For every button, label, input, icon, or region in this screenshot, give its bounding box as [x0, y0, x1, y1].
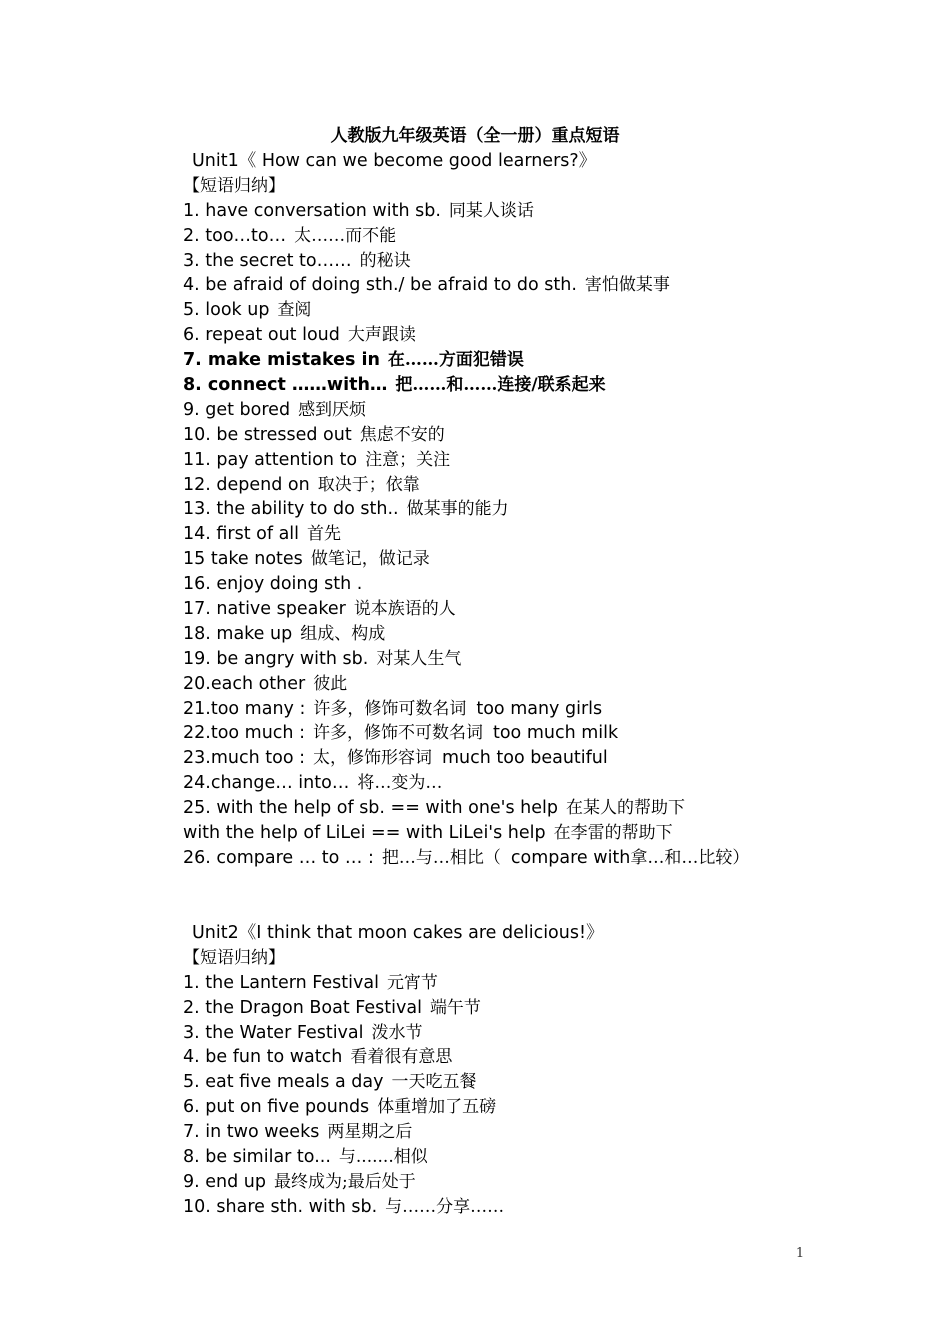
phrase-item [183, 771, 883, 796]
phrase-english: 5. eat five meals a day [183, 1072, 384, 1093]
unit1-heading: Unit1《 How can we become good learners?》 [192, 151, 597, 171]
phrase-english: too many girls [476, 698, 603, 719]
phrase-item [183, 448, 883, 473]
phrase-english: 19. be angry with sb. [183, 648, 369, 669]
phrase-english: 4. be fun to watch [183, 1047, 343, 1068]
phrase-chinese: 取决于；依靠 [317, 474, 420, 495]
phrase-english: 21.too many : [183, 698, 306, 719]
phrase-english: 1. have conversation with sb. [183, 200, 441, 221]
phrase-english: 12. depend on [183, 474, 310, 495]
phrase-chinese: 许多，修饰不可数名词 [312, 723, 483, 744]
unit1-section [183, 149, 883, 871]
phrase-chinese: 两星期之后 [327, 1122, 413, 1143]
phrase-item [183, 373, 883, 398]
phrase-item [183, 846, 883, 871]
phrase-item [183, 398, 883, 423]
phrase-chinese: 太，修饰形容词 [312, 748, 432, 769]
phrase-english: 23.much too : [183, 748, 305, 769]
phrase-chinese: 同某人谈话 [448, 200, 534, 221]
phrase-english: 3. the secret to…… [183, 250, 352, 271]
phrase-chinese: 的秘诀 [359, 250, 411, 271]
phrase-item [183, 1021, 883, 1046]
phrase-english: 6. put on five pounds [183, 1097, 370, 1118]
phrase-chinese: 感到厌烦 [298, 399, 367, 420]
phrase-item [183, 1045, 883, 1070]
phrase-english: too much milk [492, 723, 619, 744]
phrase-chinese: 组成、构成 [300, 623, 386, 644]
phrase-chinese: 与……分享…… [385, 1196, 505, 1217]
phrase-english: 18. make up [183, 623, 293, 644]
phrase-item [183, 796, 883, 821]
phrase-english: 3. the Water Festival [183, 1022, 364, 1043]
phrase-english: 22.too much : [183, 723, 305, 744]
unit1-section-label: 【短语归纳】 [183, 175, 285, 196]
phrase-english: with the help of LiLei == with LiLei's help [183, 823, 546, 844]
phrase-item [183, 721, 883, 746]
phrase-chinese: 焦虑不安的 [359, 424, 445, 445]
phrase-chinese: 注意；关注 [365, 449, 451, 470]
phrase-english: 5. look up [183, 300, 270, 321]
phrase-item [183, 497, 883, 522]
document-title: 人教版九年级英语（全一册）重点短语 [330, 126, 620, 146]
phrase-english: 4. be afraid of doing sth./ be afraid to do sth. [183, 275, 577, 296]
phrase-item [183, 473, 883, 498]
phrase-chinese: 对某人生气 [376, 648, 462, 669]
phrase-chinese: 彼此 [313, 673, 348, 694]
phrase-english: 25. with the help of sb. == with one's help [183, 798, 559, 819]
phrase-english: 10. be stressed out [183, 424, 352, 445]
phrase-english: 20.each other [183, 673, 306, 694]
phrase-chinese: 首先 [307, 524, 342, 545]
phrase-item [183, 697, 883, 722]
phrase-english: 7. make mistakes in [183, 350, 380, 371]
phrase-item [183, 547, 883, 572]
phrase-item [183, 622, 883, 647]
phrase-chinese: 拿…和…比较） [630, 847, 750, 868]
phrase-item [183, 199, 883, 224]
phrase-item [183, 1195, 883, 1220]
phrase-chinese: 体重增加了五磅 [377, 1097, 497, 1118]
phrase-chinese: 大声跟读 [347, 325, 416, 346]
phrase-chinese: 一天吃五餐 [391, 1072, 477, 1093]
phrase-english: 8. be similar to... [183, 1147, 331, 1168]
phrase-english: 11. pay attention to [183, 449, 358, 470]
phrase-english: 1. the Lantern Festival [183, 972, 379, 993]
phrase-english: 9. end up [183, 1171, 266, 1192]
phrase-item [183, 821, 883, 846]
phrase-chinese: 把…与…相比（ [381, 847, 501, 868]
phrase-item [183, 348, 883, 373]
phrase-chinese: 做某事的能力 [406, 499, 509, 520]
phrase-item [183, 273, 883, 298]
phrase-english: 15 take notes [183, 549, 303, 570]
phrase-chinese: 做笔记，做记录 [310, 549, 430, 570]
phrase-item [183, 224, 883, 249]
unit2-section [183, 921, 883, 1220]
phrase-chinese: 害怕做某事 [584, 275, 670, 296]
phrase-english: compare with [510, 847, 631, 868]
unit1-phrase-list [183, 199, 883, 871]
phrase-item [183, 647, 883, 672]
unit2-heading: Unit2《I think that moon cakes are delicious!》 [192, 923, 604, 943]
phrase-chinese: 许多，修饰可数名词 [313, 698, 467, 719]
phrase-english: 2. the Dragon Boat Festival [183, 997, 422, 1018]
phrase-item [183, 672, 883, 697]
phrase-english: 6. repeat out loud [183, 325, 340, 346]
phrase-english: 10. share sth. with sb. [183, 1196, 378, 1217]
phrase-english: 17. native speaker [183, 599, 346, 620]
phrase-chinese: 太……而不能 [294, 225, 397, 246]
phrase-english: 24.change… into… [183, 773, 350, 794]
phrase-chinese: 看着很有意思 [350, 1047, 453, 1068]
phrase-item [183, 1120, 883, 1145]
phrase-chinese: 在某人的帮助下 [566, 798, 686, 819]
page-number: 1 [795, 1246, 805, 1261]
phrase-chinese: 端午节 [429, 997, 481, 1018]
phrase-item [183, 298, 883, 323]
phrase-english: much too beautiful [441, 748, 608, 769]
phrase-item [183, 572, 883, 597]
phrase-item [183, 323, 883, 348]
phrase-english: 9. get bored [183, 399, 291, 420]
unit2-section-label: 【短语归纳】 [183, 947, 285, 968]
phrase-item [183, 996, 883, 1021]
phrase-english: 8. connect ……with… [183, 375, 388, 396]
phrase-chinese: 泼水节 [371, 1022, 423, 1043]
phrase-item [183, 249, 883, 274]
phrase-item [183, 1170, 883, 1195]
phrase-chinese: 元宵节 [386, 972, 438, 993]
unit2-phrase-list [183, 971, 883, 1220]
phrase-item [183, 597, 883, 622]
phrase-english: 2. too…to… [183, 225, 287, 246]
phrase-english: 26. compare … to … : [183, 847, 374, 868]
phrase-item [183, 1145, 883, 1170]
phrase-english: 14. first of all [183, 524, 300, 545]
phrase-english: 7. in two weeks [183, 1122, 320, 1143]
phrase-item [183, 423, 883, 448]
phrase-chinese: 把……和……连接/联系起来 [395, 375, 606, 396]
phrase-chinese: 在……方面犯错误 [387, 350, 524, 371]
phrase-chinese: 在李雷的帮助下 [553, 823, 673, 844]
phrase-chinese: 与.......相似 [338, 1147, 428, 1168]
phrase-english: 13. the ability to do sth.. [183, 499, 399, 520]
phrase-item [183, 746, 883, 771]
phrase-chinese: 最终成为;最后处于 [274, 1171, 416, 1192]
phrase-item [183, 1070, 883, 1095]
phrase-chinese: 查阅 [277, 300, 312, 321]
phrase-english: 16. enjoy doing sth . [183, 574, 363, 595]
phrase-chinese: 说本族语的人 [353, 599, 456, 620]
phrase-item [183, 522, 883, 547]
phrase-chinese: 将…变为… [357, 773, 443, 794]
phrase-item [183, 1095, 883, 1120]
phrase-item [183, 971, 883, 996]
